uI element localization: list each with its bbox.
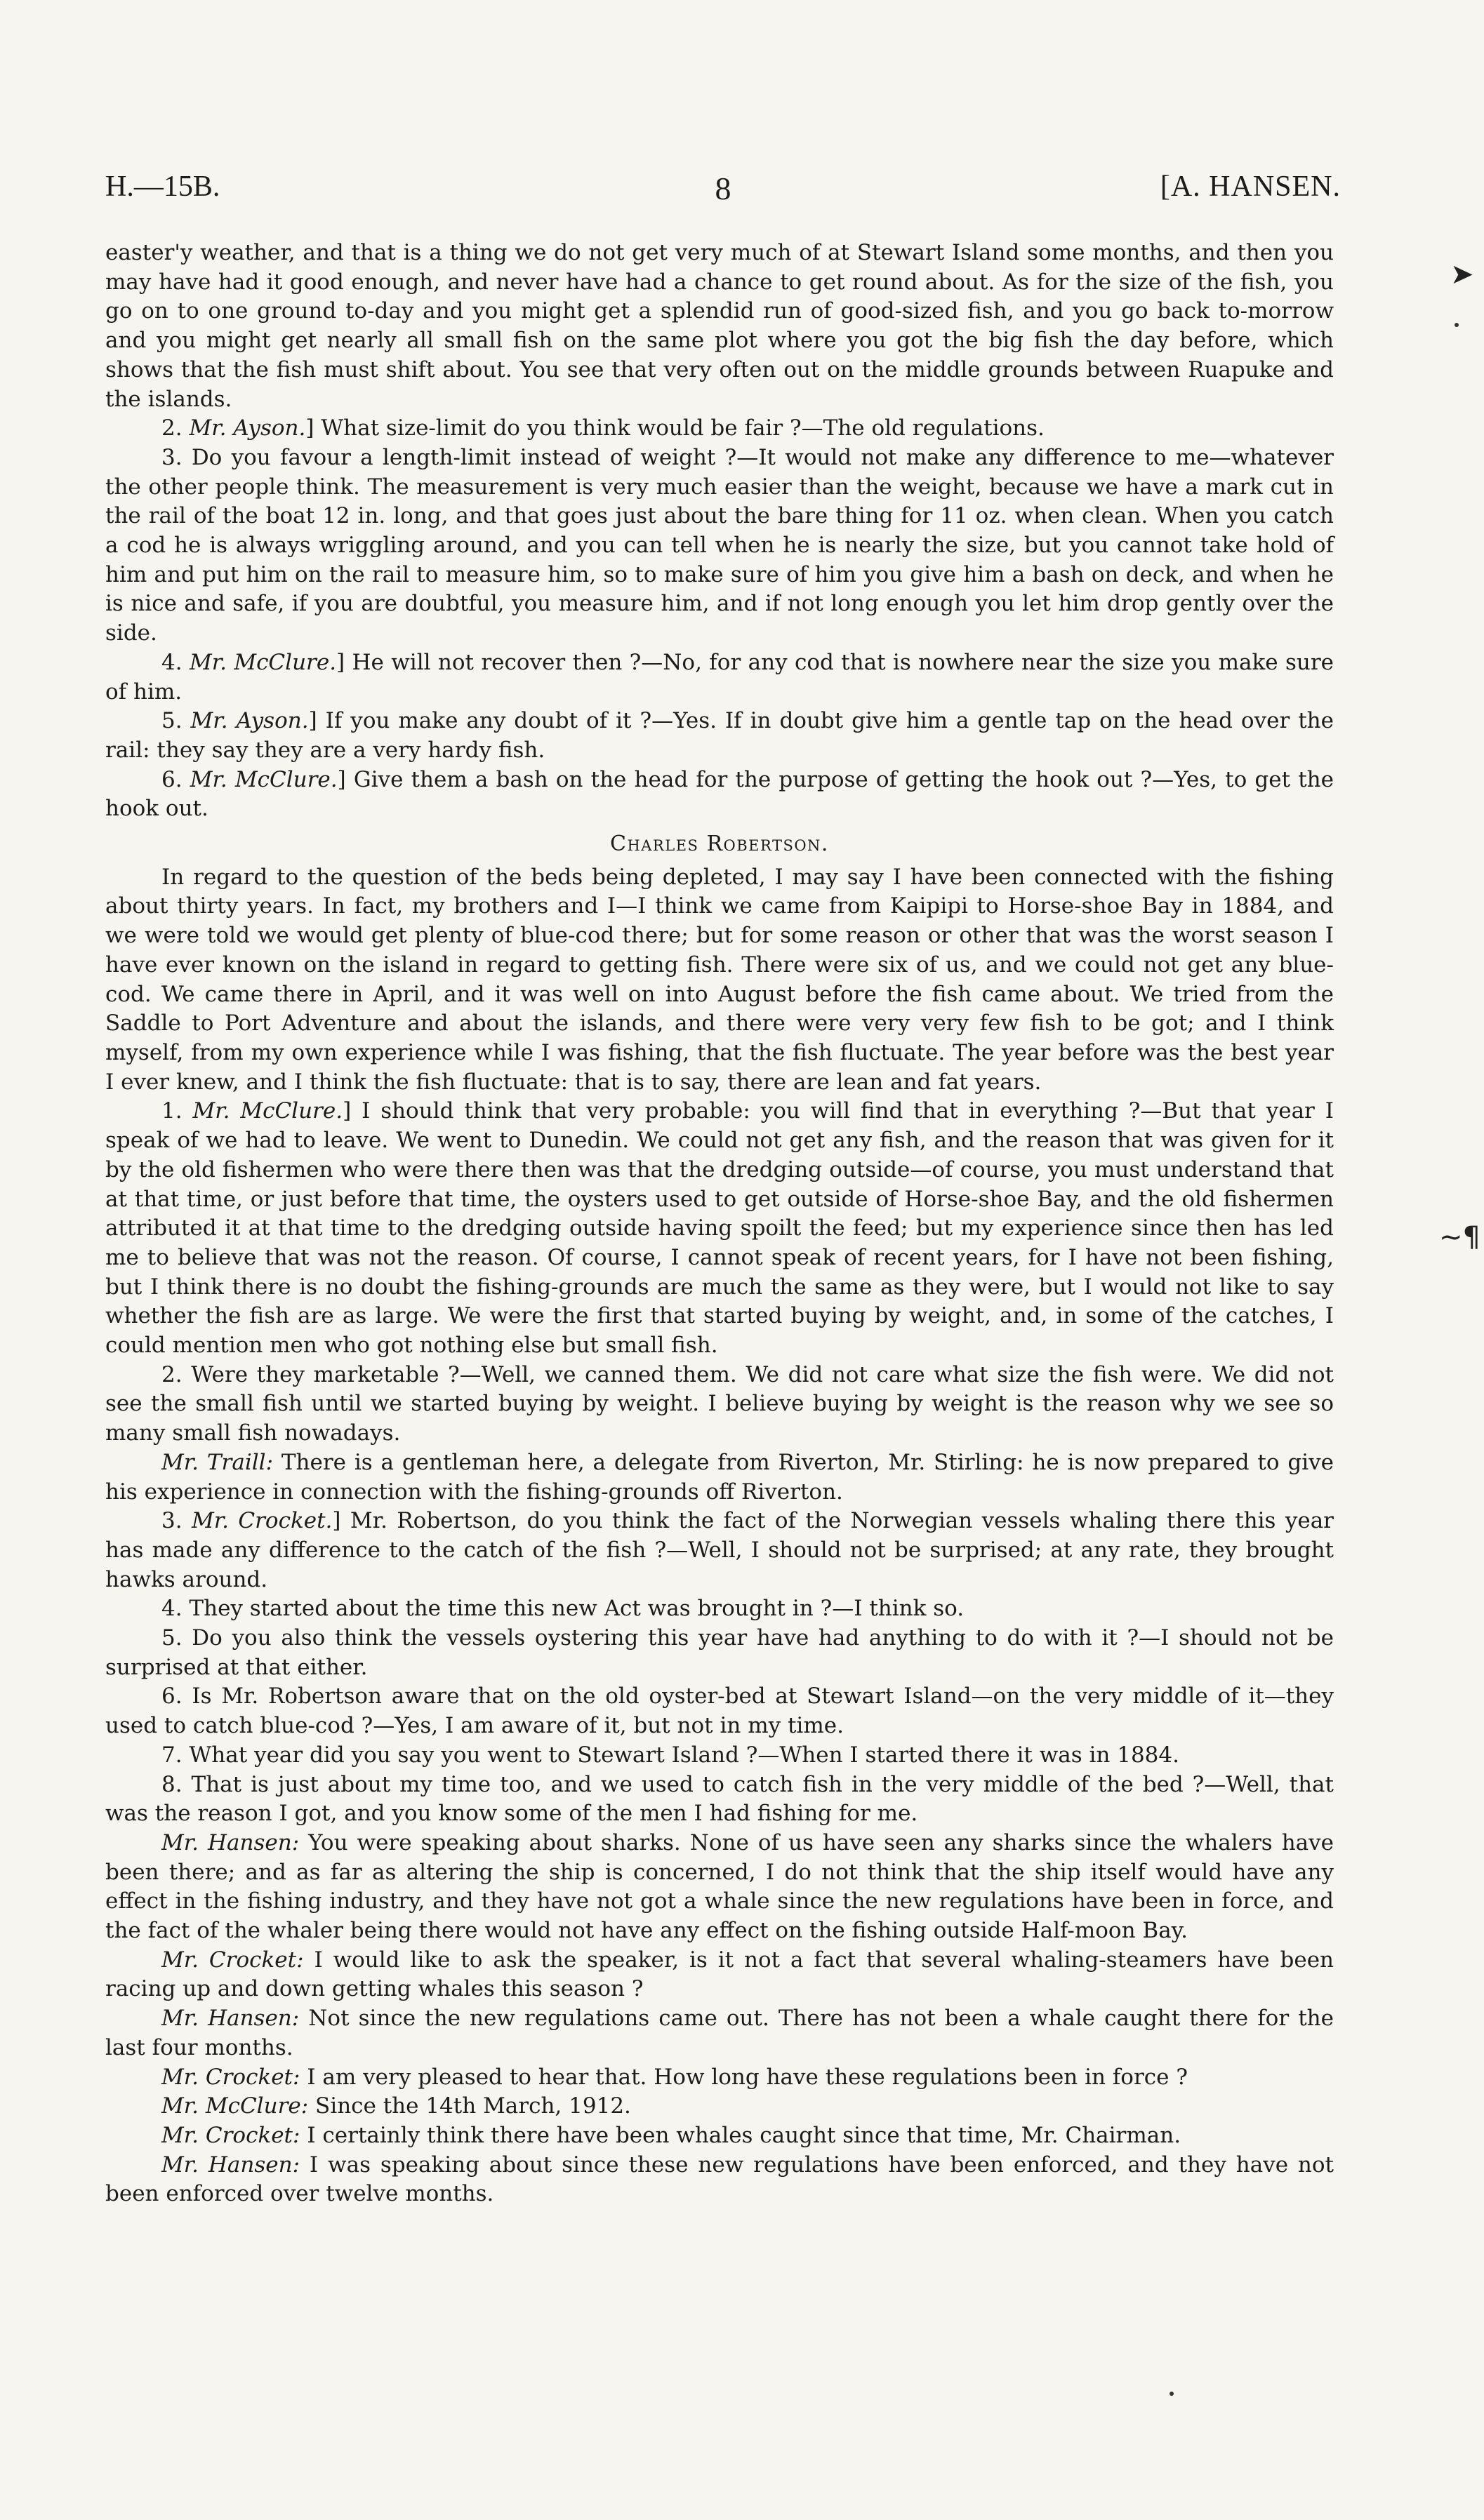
- transcript-body: [105, 239, 1334, 2209]
- speaker-label: Mr. Ayson.: [189, 415, 306, 441]
- speaker-label: Mr. Hansen:: [161, 2006, 300, 2032]
- paragraph-text: In regard to the question of the beds being depleted, I may say I have been connected with the fishing about thirty years. In fact, my brothers and I—I think we came from Kaipipi to Horse-shoe Bay in 1884, and we were told we would get plenty of blue-cod there; but for some reason or other that was the worst season I have ever known on the island in regard to getting fish. There were six of us, and we could not get any blue-cod. We came there in April, and it was well on into August before the fish came about. We tried from the Saddle to Port Adventure and about the islands, and there were very very few fish to be got; and I think myself, from my own experience while I was fishing, that the fish fluctuate. The year before was the best year I ever knew, and I think the fish fluctuate: that is to say, there are lean and fat years.: [105, 864, 1334, 1095]
- paragraph: [105, 1448, 1334, 1507]
- transcript-part-robertson: [105, 863, 1334, 2209]
- speaker-label: Mr. McClure:: [161, 2093, 309, 2119]
- paragraph: 3. Mr. Crocket.] Mr. Robertson, do you think the fact of the Norwegian vessels whaling there this year has made any difference to the catch of the fish ?—Well, I should not be surprised; at any rate, they brought hawks around.: [105, 1508, 1334, 1592]
- speaker-label: Mr. Crocket:: [161, 2064, 300, 2090]
- paragraph: [105, 239, 1334, 414]
- speaker-label: Mr. Traill:: [161, 1449, 274, 1475]
- margin-dot: [1455, 323, 1459, 327]
- paragraph-text: If you make any doubt of it ?—Yes. If in doubt give him a gentle tap on the head over the rail: they say they are a very hardy fish.: [105, 708, 1334, 763]
- paragraph: [105, 1594, 1334, 1624]
- speaker-label: Mr. Hansen:: [161, 2152, 300, 2178]
- speaker-label: Mr. McClure.: [190, 766, 338, 792]
- paragraph-text: Give them a bash on the head for the purpose of getting the hook out ?—Yes, to get the hook out.: [105, 766, 1334, 822]
- page-number: 8: [715, 171, 731, 206]
- paragraph-text: Since the 14th March, 1912.: [308, 2093, 631, 2119]
- paragraph: [105, 1361, 1334, 1448]
- paragraph: 6. Mr. McClure.] Give them a bash on the head for the purpose of getting the hook out ?—Yes, to get the hook out.: [105, 766, 1334, 822]
- paragraph: 4. Mr. McClure.] He will not recover then ?—No, for any cod that is nowhere near the size you make sure of him.: [105, 649, 1334, 705]
- document-reference: H.—15B.: [105, 171, 220, 203]
- paragraph-text: I am very pleased to hear that. How long have these regulations been in force ?: [300, 2064, 1188, 2090]
- paragraph: [105, 2092, 1334, 2121]
- speaker-label: Mr. Ayson.: [190, 708, 309, 734]
- paragraph: [105, 2121, 1334, 2151]
- paragraph: [105, 1946, 1334, 2004]
- transcript-part-hansen: [105, 239, 1334, 824]
- page-header: [105, 170, 1341, 212]
- paragraph-text: 8. That is just about my time too, and we used to catch fish in the very middle of the bed ?—Well, that was the reason I got, and you know some of the men I had fishing for me.: [105, 1771, 1334, 1827]
- witness-name: [A. HANSEN.: [1160, 171, 1341, 203]
- paragraph-text: There is a gentleman here, a delegate from Riverton, Mr. Stirling: he is now prepared to give his experience in connection with the fishing-grounds off Riverton.: [105, 1449, 1334, 1505]
- paragraph-text: easter'y weather, and that is a thing we do not get very much of at Stewart Island some months, and then you may have had it good enough, and never have had a chance to get round about. As for the size of the fish, you go on to one ground to-day and you might get a splendid run of good-sized fish, and you go back to-morrow and you might get nearly all small fish on the same plot where you got the big fish the day before, which shows that the fish must shift about. You see that very often out on the middle grounds between Ruapuke and the islands.: [105, 240, 1334, 412]
- speaker-label: Mr. McClure.: [189, 649, 337, 675]
- paragraph: [105, 2004, 1334, 2062]
- speaker-label: Mr. Crocket:: [161, 1947, 304, 1973]
- paragraph: [105, 863, 1334, 1098]
- margin-mark-top: ➤: [1450, 258, 1474, 291]
- paragraph: [105, 1771, 1334, 1829]
- page-dot: [1170, 2392, 1174, 2396]
- section-heading: Charles Robertson.: [610, 832, 829, 857]
- paragraph: 5. Mr. Ayson.] If you make any doubt of it ?—Yes. If in doubt give him a gentle tap on the head over the rail: they say they are a very hardy fish.: [105, 708, 1334, 763]
- paragraph: [105, 1741, 1334, 1771]
- paragraph-text: I certainly think there have been whales caught since that time, Mr. Chairman.: [300, 2123, 1181, 2148]
- paragraph-text: I was speaking about since these new regulations have been enforced, and they have not been enforced over twelve months.: [105, 2152, 1334, 2207]
- speaker-label: Mr. McClure.: [192, 1098, 343, 1124]
- paragraph-text: I should think that very probable: you will find that in everything ?—But that year I speak of we had to leave. We went to Dunedin. We could not get any fish, and the reason that was given for it by the old fishermen who were there then was that the dredging outside—of course, you must understand that at that time, or just before that time, the oysters used to get outside of Horse-shoe Bay, and the old fishermen attributed it at that time to the dredging outside having spoilt the feed; but my experience since then has led me to believe that was not the reason. Of course, I cannot speak of recent years, for I have not been fishing, but I think there is no doubt the fishing-grounds are much the same as they were, but I would not like to say whether the fish are as large. We were the first that started buying by weight, and, in some of the catches, I could mention men who got nothing else but small fish.: [105, 1098, 1334, 1359]
- paragraph-text: Mr. Robertson, do you think the fact of the Norwegian vessels whaling there this year has made any difference to the catch of the fish ?—Well, I should not be surprised; at any rate, they brought hawks around.: [105, 1508, 1334, 1592]
- paragraph: 2. Mr. Ayson.] What size-limit do you think would be fair ?—The old regulations.: [161, 415, 1045, 441]
- paragraph-text: 5. Do you also think the vessels oystering this year have had anything to do with it ?—I should not be surprised at that either.: [105, 1625, 1334, 1680]
- paragraph: [105, 1829, 1334, 1946]
- paragraph-text: 2. Were they marketable ?—Well, we canned them. We did not care what size the fish were. We did not see the small fish until we started buying by weight. I believe buying by weight is the reason why we see so many small fish nowadays.: [105, 1361, 1334, 1446]
- paragraph: 1. Mr. McClure.] I should think that very probable: you will find that in everything ?—But that year I speak of we had to leave. We went to Dunedin. We could not get any fish, and the reason that was given for it by the old fishermen who were there then was that the dredging outside—of course, you must understand that at that time, or just before that time, the oysters used to get outside of Horse-shoe Bay, and the old fishermen attributed it at that time to the dredging outside having spoilt the feed; but my experience since then has led me to believe that was not the reason. Of course, I cannot speak of recent years, for I have not been fishing, but I think there is no doubt the fishing-grounds are much the same as they were, but I would not like to say whether the fish are as large. We were the first that started buying by weight, and, in some of the catches, I could mention men who got nothing else but small fish.: [105, 1098, 1334, 1359]
- paragraph: [105, 1624, 1334, 1682]
- paragraph: [105, 444, 1334, 648]
- speaker-label: Mr. Crocket:: [161, 2123, 300, 2148]
- paragraph-text: 4. They started about the time this new Act was brought in ?—I think so.: [161, 1596, 965, 1622]
- paragraph-text: He will not recover then ?—No, for any cod that is nowhere near the size you make sure of him.: [105, 649, 1334, 705]
- margin-mark-middle: ~¶: [1439, 1221, 1480, 1253]
- paragraph-text: I would like to ask the speaker, is it not a fact that several whaling-steamers have been racing up and down getting whales this season ?: [105, 1947, 1334, 2002]
- speaker-label: Mr. Hansen:: [161, 1829, 300, 1855]
- paragraph-text: You were speaking about sharks. None of us have seen any sharks since the whalers have been there; and as far as altering the ship is concerned, I do not think that the ship itself would have any effect in the fishing industry, and they have not got a whale since the new regulations have been in force, and the fact of the whaler being there would not have any effect on the fishing outside Half-moon Bay.: [105, 1829, 1334, 1944]
- paragraph-text: 3. Do you favour a length-limit instead of weight ?—It would not make any difference to me—whatever the other people think. The measurement is very much easier than the weight, because we have a mark cut in the rail of the boat 12 in. long, and that goes just about the bare thing for 11 oz. when clean. When you catch a cod he is always wriggling around, and you can tell when he is nearly the size, but you cannot take hold of him and put him on the rail to measure him, so to make sure of him you give him a bash on deck, and when he is nice and safe, if you are doubtful, you measure him, and if not long enough you let him drop gently over the side.: [105, 444, 1334, 646]
- speaker-label: Mr. Crocket.: [191, 1508, 333, 1534]
- paragraph-text: What size-limit do you think would be fair ?—The old regulations.: [314, 415, 1045, 441]
- paragraph-text: 7. What year did you say you went to Stewart Island ?—When I started there it was in 1884.: [161, 1742, 1179, 1768]
- paragraph: [105, 1682, 1334, 1740]
- paragraph: [105, 2151, 1334, 2209]
- paragraph-text: Not since the new regulations came out. There has not been a whale caught there for the last four months.: [105, 2006, 1334, 2060]
- paragraph: [105, 2063, 1334, 2093]
- paragraph-text: 6. Is Mr. Robertson aware that on the old oyster-bed at Stewart Island—on the very middle of it—they used to catch blue-cod ?—Yes, I am aware of it, but not in my time.: [105, 1684, 1334, 1739]
